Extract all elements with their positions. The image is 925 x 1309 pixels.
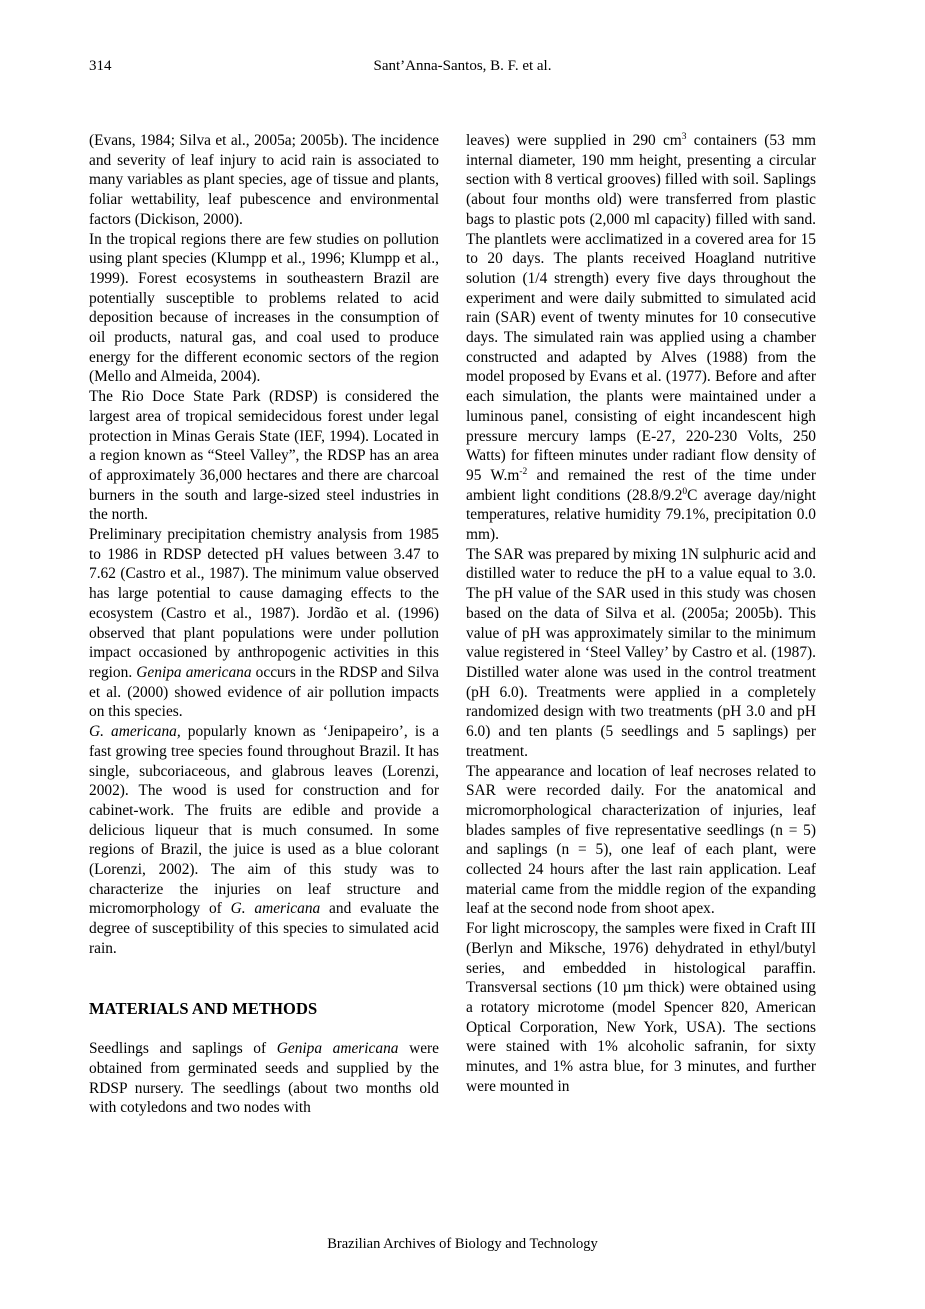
page-number: 314 (89, 58, 112, 74)
text-run: were obtained from germinated seeds and supplied by the RDSP nursery. The seedlings (about two months old with cotyledons and two nodes with (89, 1040, 439, 1117)
paragraph: In the tropical regions there are few studies on pollution using plant species (Klumpp et al., 1996; Klumpp et al., 1999). Forest ecosystems in southeastern Brazil are potentially susceptible to problems related to acid deposition because of increases in the consumption of oil products, natural gas, and coal used to produce energy for the different economic sectors of the region (Mello and Almeida, 2004). (89, 230, 439, 386)
page-footer-journal: Brazilian Archives of Biology and Technology (327, 1236, 598, 1252)
paragraph (89, 525, 439, 722)
paragraph (89, 722, 439, 958)
text-run: and remained the rest of the time under ambient light conditions (28.8/9.2 (466, 466, 816, 504)
species-name: Genipa americana (136, 663, 252, 681)
superscript: -2 (519, 466, 528, 477)
paragraph: The appearance and location of leaf necroses related to SAR were recorded daily. For the anatomical and micromorphological characterization of injuries, leaf blades samples of five representative seedlings (n = 5) and saplings (n = 5), one leaf of each plant, were collected 24 hours after the last rain application. Leaf material came from the middle region of the expanding leaf at the second node from shoot apex. (466, 762, 816, 918)
paragraph: For light microscopy, the samples were fixed in Craft III (Berlyn and Miksche, 1976) dehydrated in ethyl/butyl series, and embedded in histological paraffin. Transversal sections (10 µm thick) were obtained using a rotatory microtome (model Spencer 820, American Optical Corporation, New York, USA). The sections were stained with 1% alcoholic safranin, for sixty minutes, and 1% astra blue, for 3 minutes, and further were mounted in (466, 920, 816, 1095)
page-header (0, 56, 925, 80)
text-run: occurs in the RDSP and Silva et al. (2000) showed evidence of air pollution impacts on this species. (89, 663, 439, 721)
paragraph: The SAR was prepared by mixing 1N sulphuric acid and distilled water to reduce the pH to a value equal to 3.0. The pH value of the SAR used in this study was chosen based on the data of Silva et al. (2005a; 2005b). This value of pH was approximately similar to the minimum value registered in ‘Steel Valley’ by Castro et al. (1987). Distilled water alone was used in the control treatment (pH 6.0). Treatments were applied in a completely randomized design with two treatments (pH 3.0 and pH 6.0) and ten plants (5 seedlings and 5 saplings) per treatment. (466, 545, 816, 760)
text-run: leaves) were supplied in 290 cm (466, 132, 682, 149)
text-run: Seedlings and saplings of (89, 1040, 267, 1058)
running-head-authors: Sant’Anna-Santos, B. F. et al. (373, 58, 552, 74)
section-heading: MATERIALS AND METHODS (89, 998, 318, 1018)
left-column (89, 131, 439, 1118)
paragraph (89, 1039, 439, 1118)
superscript: 0 (682, 486, 688, 497)
paragraph: (Evans, 1984; Silva et al., 2005a; 2005b). The incidence and severity of leaf injury to acid rain is associated to many variables as plant species, age of tissue and plants, foliar wettability, leaf pubescence and environmental factors (Dickison, 2000). (89, 132, 439, 228)
text-run: and evaluate the degree of susceptibility of this species to simulated acid rain. (89, 900, 439, 957)
text-run: popularly known as ‘Jenipapeiro’, is a fast growing tree species found throughout Brazil. It has single, subcoriaceous, and glabrous leaves (Lorenzi, 2002). The wood is used for construction and for cabinet-work. The fruits are edible and provide a delicious liqueur that is much consumed. In some regions of Brazil, the juice is used as a blue colorant (Lorenzi, 2002). The aim of this study was to characterize the injuries on leaf structure and micromorphology of (89, 723, 439, 918)
superscript: 3 (681, 131, 687, 142)
paragraph (466, 131, 816, 545)
text-run: C average day/night temperatures, relative humidity 79.1%, precipitation 0.0 mm). (466, 486, 816, 544)
right-column (466, 131, 816, 1096)
species-name: G. americana, (89, 723, 181, 741)
species-name: G. americana (230, 900, 321, 918)
text-run: containers (53 mm internal diameter, 190 mm height, presenting a circular section with 8 vertical grooves) filled with soil. Saplings (about four months old) were transferred from plastic bags to plastic pots (2,000 ml capacity) filled with sand. The plantlets were acclimatized in a covered area for 15 to 20 days. The plants received Hoagland nutritive solution (1/4 strength) every five days throughout the experiment and were daily submitted to simulated acid rain (SAR) event of twenty minutes for 10 consecutive days. The simulated rain was applied using a chamber constructed and adapted by Alves (1988) from the model proposed by Evans et al. (1977). Before and after each simulation, the plants were maintained under a luminous panel, consisting of eight incandescent high pressure mercury lamps (E-27, 220-230 Volts, 250 Watts) for fifteen minutes under radiant flow density of 95 W.m (466, 132, 816, 484)
text-run: Preliminary precipitation chemistry analysis from 1985 to 1986 in RDSP detected pH values between 3.47 to 7.62 (Castro et al., 1987). The minimum value observed has large potential to cause damaging effects to the ecosystem (Castro et al., 1987). Jordão et al. (1996) observed that plant populations were under pollution impact occasioned by anthropogenic activities in this region. (89, 526, 439, 681)
paragraph: The Rio Doce State Park (RDSP) is considered the largest area of tropical semidecidous forest under legal protection in Minas Gerais State (IEF, 1994). Located in a region known as “Steel Valley”, the RDSP has an area of approximately 36,000 hectares and there are charcoal burners in the south and large-sized steel industries in the north. (89, 388, 439, 524)
species-name: Genipa americana (276, 1040, 399, 1058)
